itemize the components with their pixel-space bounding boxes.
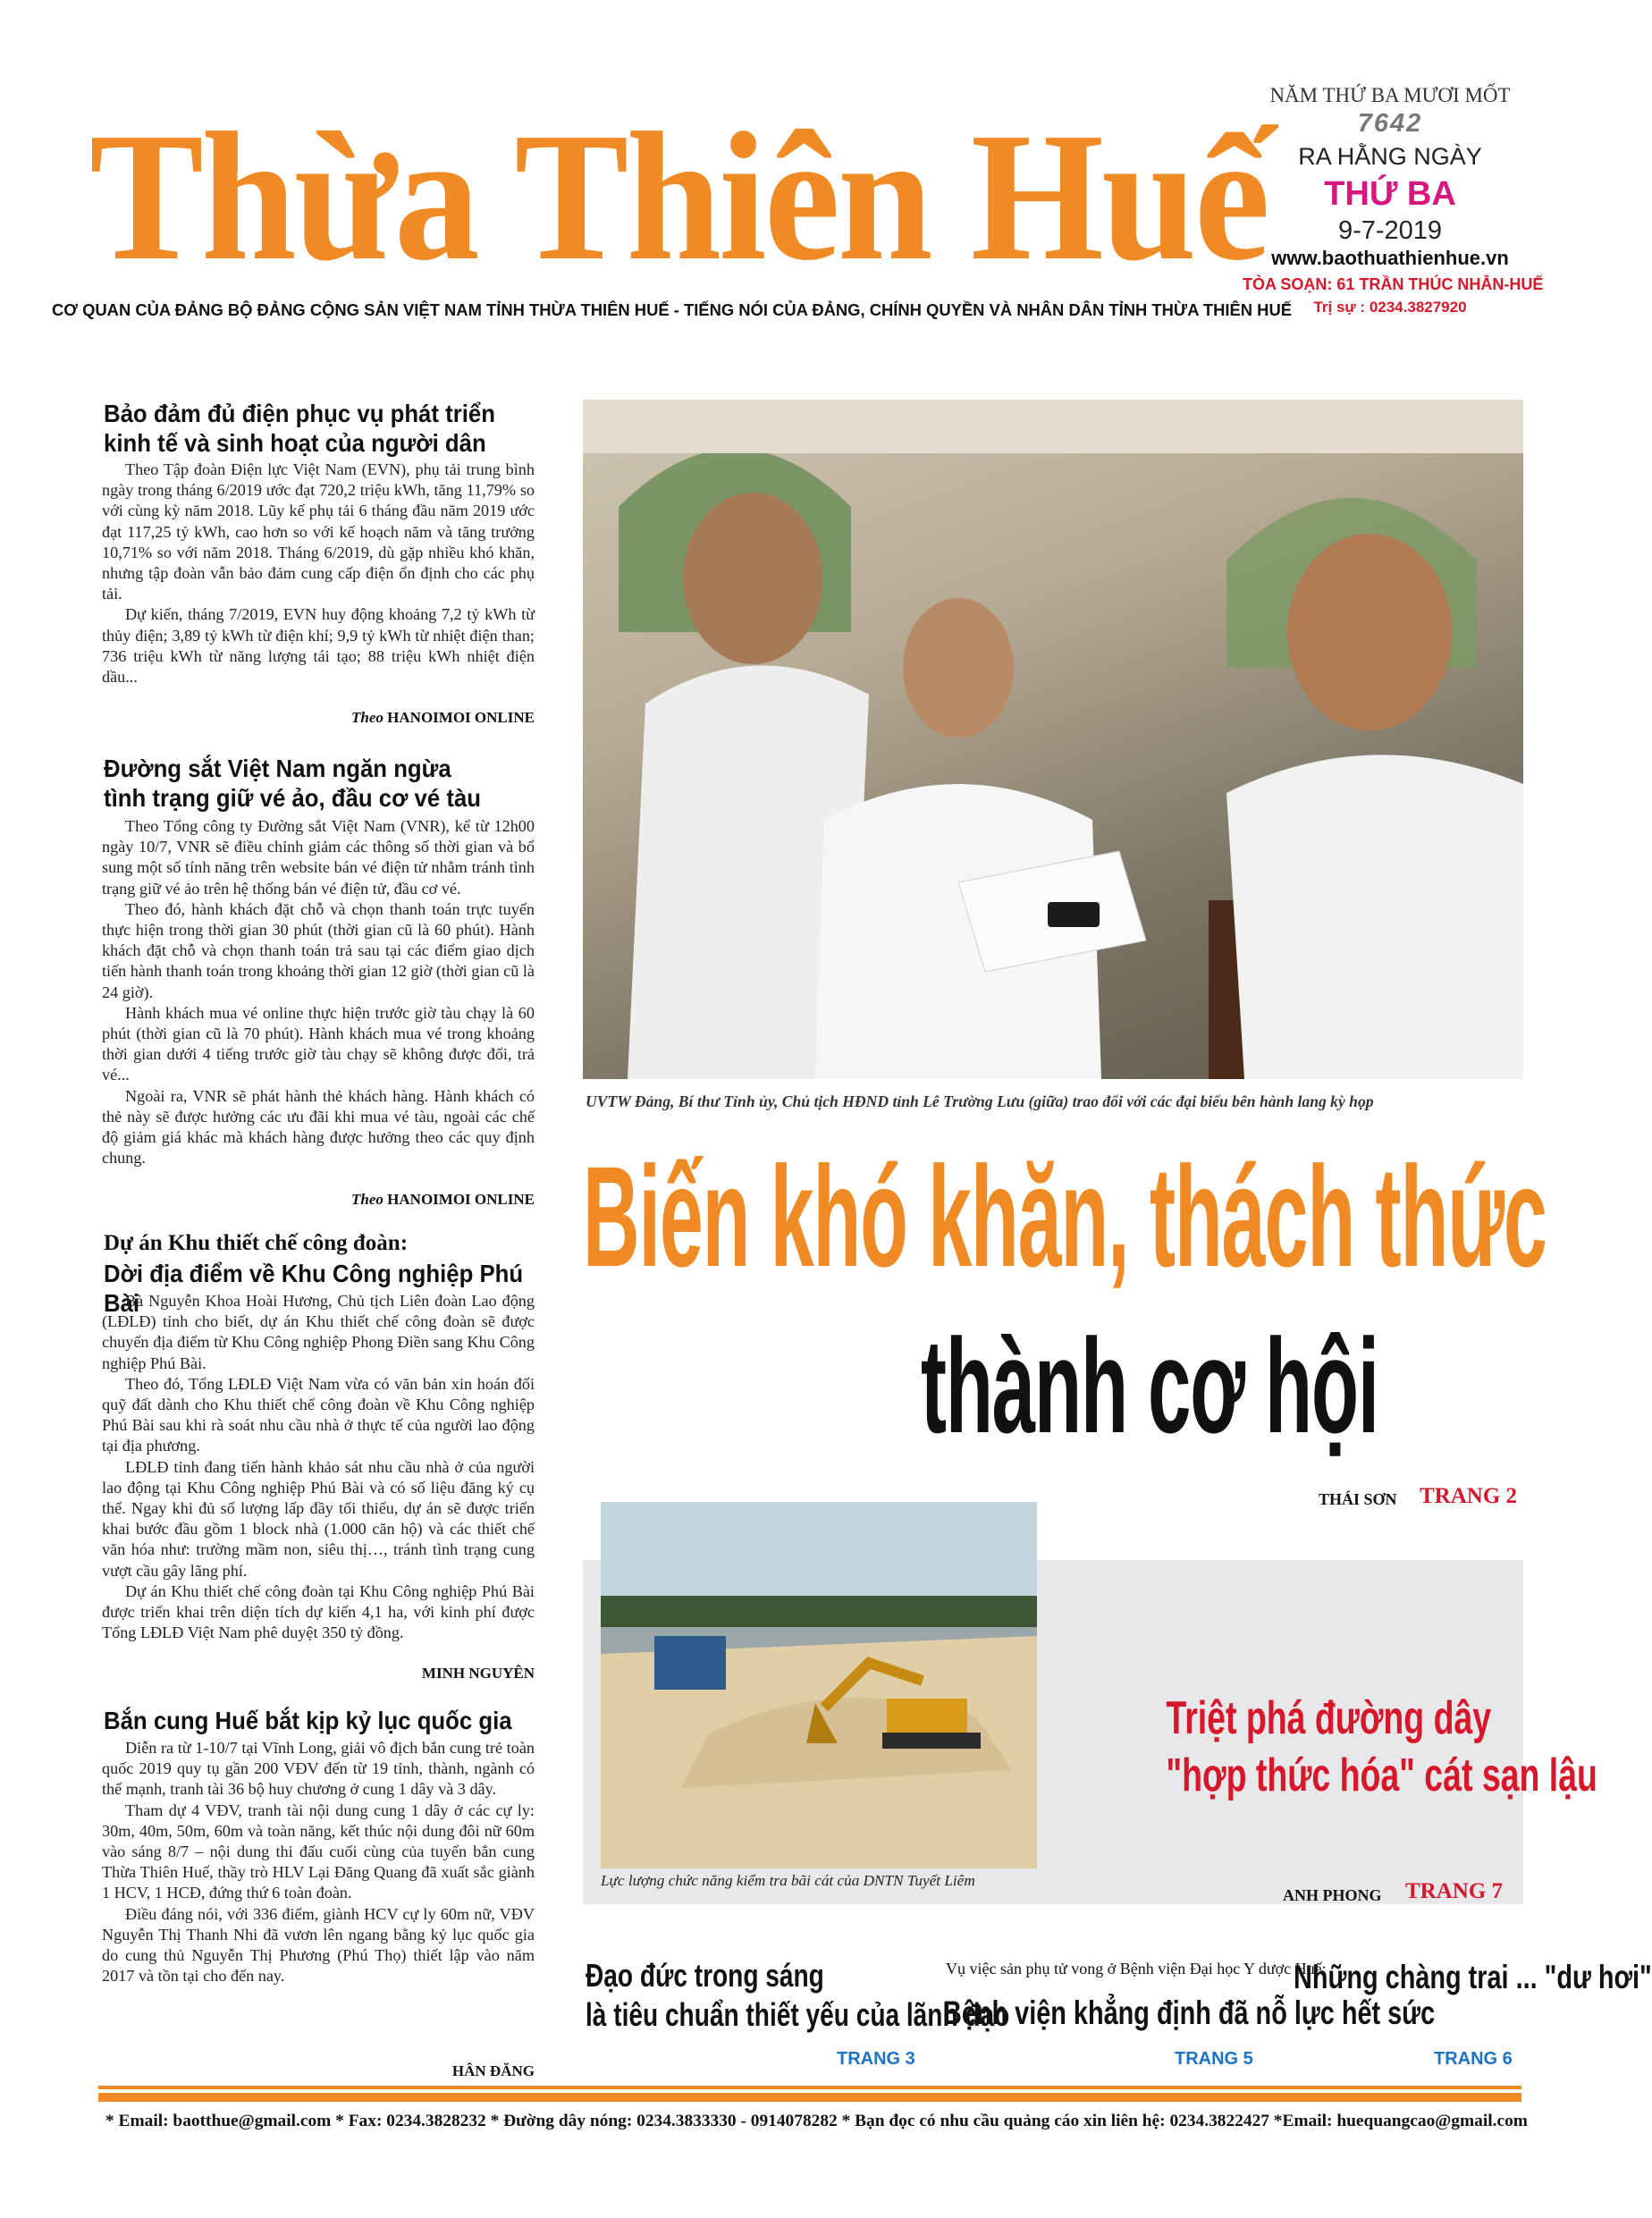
article-title[interactable] [104, 1706, 531, 1735]
weekday-label: THỨ BA [1324, 175, 1456, 213]
article-title-line: tình trạng giữ vé ảo, đầu cơ vé tàu [104, 784, 482, 812]
lead-page-ref[interactable]: TRANG 2 [1420, 1484, 1518, 1508]
article-source [102, 1191, 535, 1209]
teaser-page-ref[interactable]: TRANG 5 [1175, 2049, 1253, 2069]
main-photo-illustration [583, 400, 1523, 1079]
article-title-line: Bảo đảm đủ điện phục vụ phát triển [104, 400, 495, 427]
article-title[interactable] [104, 399, 531, 458]
article-title-line: Dời địa điểm về Khu Công nghiệp Phú Bài [104, 1260, 524, 1317]
main-photo[interactable] [583, 400, 1523, 1079]
article-paragraph: Theo đó, hành khách đặt chỗ và chọn thanh toán trực tuyến thực hiện trong thời gian 30 phút (thời gian cũ là 60 phút). Hành khách đặt chỗ và chọn thanh toán trả sau tại các điểm giao dịch tiến hành thanh toán trong khoảng thời gian 12 giờ (thời gian cũ là 24 giờ). [102, 899, 535, 1001]
article-paragraph: Dự án Khu thiết chế công đoàn tại Khu Công nghiệp Phú Bài được triển khai trên diện tích dự kiến 4,1 ha, với kinh phí được Tổng LĐLĐ Việt Nam phê duyệt 350 tỷ đồng. [102, 1581, 535, 1642]
article-paragraph: Bà Nguyễn Khoa Hoài Hương, Chủ tịch Liên đoàn Lao động (LĐLĐ) tỉnh cho biết, dự án Khu thiết chế công đoàn sẽ được chuyển địa điểm từ Khu Công nghiệp Phong Điền sang Khu Công nghiệp Phú Bài. [102, 1292, 535, 1372]
article-paragraph: Diễn ra từ 1-10/7 tại Vĩnh Long, giải vô địch bắn cung trẻ toàn quốc 2019 quy tụ gần 200 VĐV đến từ 19 tỉnh, thành, ngành có thế mạnh, tranh tài 36 bộ huy chương ở cung 1 dây và 3 dây. [102, 1739, 535, 1799]
teaser-title-line: Bệnh viện khẳng định đã nỗ lực hết sức [943, 1995, 1436, 2031]
article-body [102, 816, 535, 1168]
sand-story-title-line: "hợp thức hóa" cát sạn lậu [1166, 1750, 1597, 1801]
article-body [102, 1738, 535, 1986]
teaser-title [1294, 1958, 1652, 1997]
article-source [102, 1665, 535, 1682]
source-prefix: Theo [351, 1191, 384, 1208]
article-paragraph: Theo Tập đoàn Điện lực Việt Nam (EVN), phụ tải trung bình ngày trong tháng 6/2019 ước đạt 720,2 triệu kWh, tăng 11,79% so với cùng kỳ năm 2018. Lũy kế phụ tải 6 tháng đầu năm 2019 ước đạt 117,25 tỷ kWh, cao hơn so với kế hoạch năm và tăng trưởng 10,71% so với năm 2018. Tháng 6/2019, dù gặp nhiều khó khăn, nhưng tập đoàn vẫn bảo đảm cung cấp điện ổn định cho các phụ tải. [102, 460, 535, 603]
source-name: MINH NGUYÊN [421, 1665, 535, 1682]
lead-headline-line1[interactable]: Biến khó khăn, thách thức [583, 1136, 1547, 1296]
teaser-page-ref[interactable]: TRANG 6 [1434, 2049, 1513, 2069]
article-paragraph: Tham dự 4 VĐV, tranh tài nội dung cung 1 dây ở các cự ly: 30m, 40m, 50m, 60m và toàn năng, kết thúc nội dung đôi nữ 60m vào sáng 8/7 – nội dung thi đấu cuối cùng của tuyển bắn cung Thừa Thiên Huế, thầy trò HLV Lại Đăng Quang đã xuất sắc giành 1 HCV, 1 HCĐ, đứng thứ 6 toàn đoàn. [102, 1801, 535, 1902]
article-body [102, 460, 535, 687]
sand-story-title[interactable] [1166, 1690, 1597, 1804]
teaser-title-line: Những chàng trai ... "dư hơi" [1294, 1959, 1652, 1995]
sand-photo-illustration [601, 1502, 1037, 1868]
footer-contacts: * Email: baotthue@gmail.com * Fax: 0234.3828232 * Đường dây nóng: 0234.3833330 - 0914078282 * Bạn đọc có nhu cầu quảng cáo xin liên hệ: 0234.3822427 *Email: huequangcao@gmail.com [105, 2112, 1528, 2130]
source-prefix: Theo [351, 709, 384, 726]
teaser-title-line: là tiêu chuẩn thiết yếu của lãnh đạo [586, 1996, 1010, 2033]
teaser-page-ref[interactable]: TRANG 3 [837, 2049, 915, 2069]
issue-date: 9-7-2019 [1337, 216, 1443, 245]
article-paragraph: Điều đáng nói, với 336 điểm, giành HCV cự ly 60m nữ, VĐV Nguyễn Thị Thanh Nhi đã vươn lên ngang bằng kỷ lục quốc gia do cung thủ Nguyễn Thị Phương (Phú Thọ) thiết lập vào năm 2017 và tồn tại cho đến nay. [102, 1904, 535, 1986]
sand-photo-caption: Lực lượng chức năng kiểm tra bãi cát của DNTN Tuyết Liêm [601, 1872, 975, 1889]
article-kicker: Dự án Khu thiết chế công đoàn: [104, 1231, 409, 1255]
article-paragraph: Ngoài ra, VNR sẽ phát hành thẻ khách hàng. Hành khách có thẻ này sẽ được hưởng các ưu đãi khi mua vé tàu, ngoài các chế độ giảm giá khác mà khách hàng được hưởng theo các quy định chung. [102, 1086, 535, 1168]
source-name: HANOIMOI ONLINE [387, 709, 535, 726]
article-title-line: Đường sắt Việt Nam ngăn ngừa [104, 755, 451, 782]
frequency-label: RA HẰNG NGÀY [1298, 143, 1482, 170]
sand-photo[interactable] [601, 1502, 1037, 1868]
masthead-year-label: NĂM THỨ BA MƯƠI MỐT [1269, 84, 1511, 106]
sand-page-ref[interactable]: TRANG 7 [1405, 1879, 1504, 1903]
teaser-title-line: Đạo đức trong sáng [586, 1957, 824, 1994]
teaser-title [943, 1994, 1435, 2033]
office-address: TÒA SOẠN: 61 TRẦN THÚC NHẪN-HUẾ [1243, 275, 1544, 293]
main-photo-caption: UVTW Đảng, Bí thư Tỉnh ủy, Chủ tịch HĐND tỉnh Lê Trường Lưu (giữa) trao đổi với các đại biểu bên hành lang kỳ họp [586, 1092, 1374, 1110]
article-title[interactable] [104, 754, 531, 813]
website-link[interactable]: www.baothuathienhue.vn [1271, 247, 1509, 269]
footer-rule-thick [98, 2093, 1521, 2102]
article-paragraph: Hành khách mua vé online thực hiện trước giờ tàu chạy là 60 phút (thời gian cũ là 70 phút). Hành khách mua vé trong khoảng thời gian dưới 4 tiếng trước giờ tàu chạy sẽ không được đổi, trả vé... [102, 1003, 535, 1084]
masthead-title: Thừa Thiên Huế [89, 94, 1268, 299]
article-paragraph: LĐLĐ tỉnh đang tiến hành khảo sát nhu cầu nhà ở của người lao động tại Khu Công nghiệp Phú Bài và có số liệu đăng ký cụ thể. Ngay khi đủ số lượng lấp đầy tối thiểu, dự án sẽ được triển khai bước đầu gồm 1 block nhà (1.000 căn hộ) và các thiết chế văn hóa như: trường mầm non, siêu thị…, tránh tình trạng cung vượt cầu gây lãng phí. [102, 1457, 535, 1580]
lead-byline: THÁI SƠN [1319, 1490, 1397, 1508]
sand-story-title-line: Triệt phá đường dây [1166, 1692, 1492, 1744]
source-name: HÂN ĐĂNG [451, 2062, 535, 2079]
article-paragraph: Theo Tổng công ty Đường sắt Việt Nam (VNR), kể từ 12h00 ngày 10/7, VNR sẽ điều chỉnh giảm các thông số thời gian và bổ sung một số tính năng trên website bán vé điện tử nhằm tránh tình trạng giữ vé ảo trên hệ thống bán vé điện tử, đầu cơ vé. [102, 817, 535, 898]
article-paragraph: Dự kiến, tháng 7/2019, EVN huy động khoảng 7,2 tỷ kWh từ thủy điện; 3,89 tỷ kWh từ điện khí; 9,9 tỷ kWh từ nhiệt điện than; 736 triệu kWh từ năng lượng tái tạo; 88 triệu kWh nhiệt điện dầu... [102, 605, 535, 687]
masthead-tagline: CƠ QUAN CỦA ĐẢNG BỘ ĐẢNG CỘNG SẢN VIỆT NAM TỈNH THỪA THIÊN HUẾ - TIẾNG NÓI CỦA ĐẢNG, CHÍNH QUYỀN VÀ NHÂN DÂN TỈNH THỪA THIÊN HUẾ [52, 300, 1293, 319]
article-title-line: kinh tế và sinh hoạt của người dân [104, 429, 486, 457]
footer-rule [98, 2086, 1521, 2089]
lead-headline-line2[interactable]: thành cơ hội [921, 1311, 1378, 1461]
sand-byline: ANH PHONG [1283, 1886, 1382, 1904]
article-source [102, 709, 535, 727]
source-name: HANOIMOI ONLINE [387, 1191, 535, 1208]
teaser-kicker: Vụ việc sản phụ tử vong ở Bệnh viện Đại học Y dược Huế: [946, 1960, 1327, 1978]
office-phone: Trị sự : 0234.3827920 [1313, 299, 1467, 316]
article-body [102, 1291, 535, 1643]
issue-number: 7642 [1357, 109, 1423, 138]
article-title-line: Bắn cung Huế bắt kịp kỷ lục quốc gia [104, 1707, 512, 1734]
article-paragraph: Theo đó, Tổng LĐLĐ Việt Nam vừa có văn bản xin hoán đổi quỹ đất dành cho Khu thiết chế công đoàn về Khu Công nghiệp Phú Bài sau khi rà soát nhu cầu nhà ở thực tế của người lao động tại địa phương. [102, 1374, 535, 1455]
article-source [102, 2062, 535, 2080]
